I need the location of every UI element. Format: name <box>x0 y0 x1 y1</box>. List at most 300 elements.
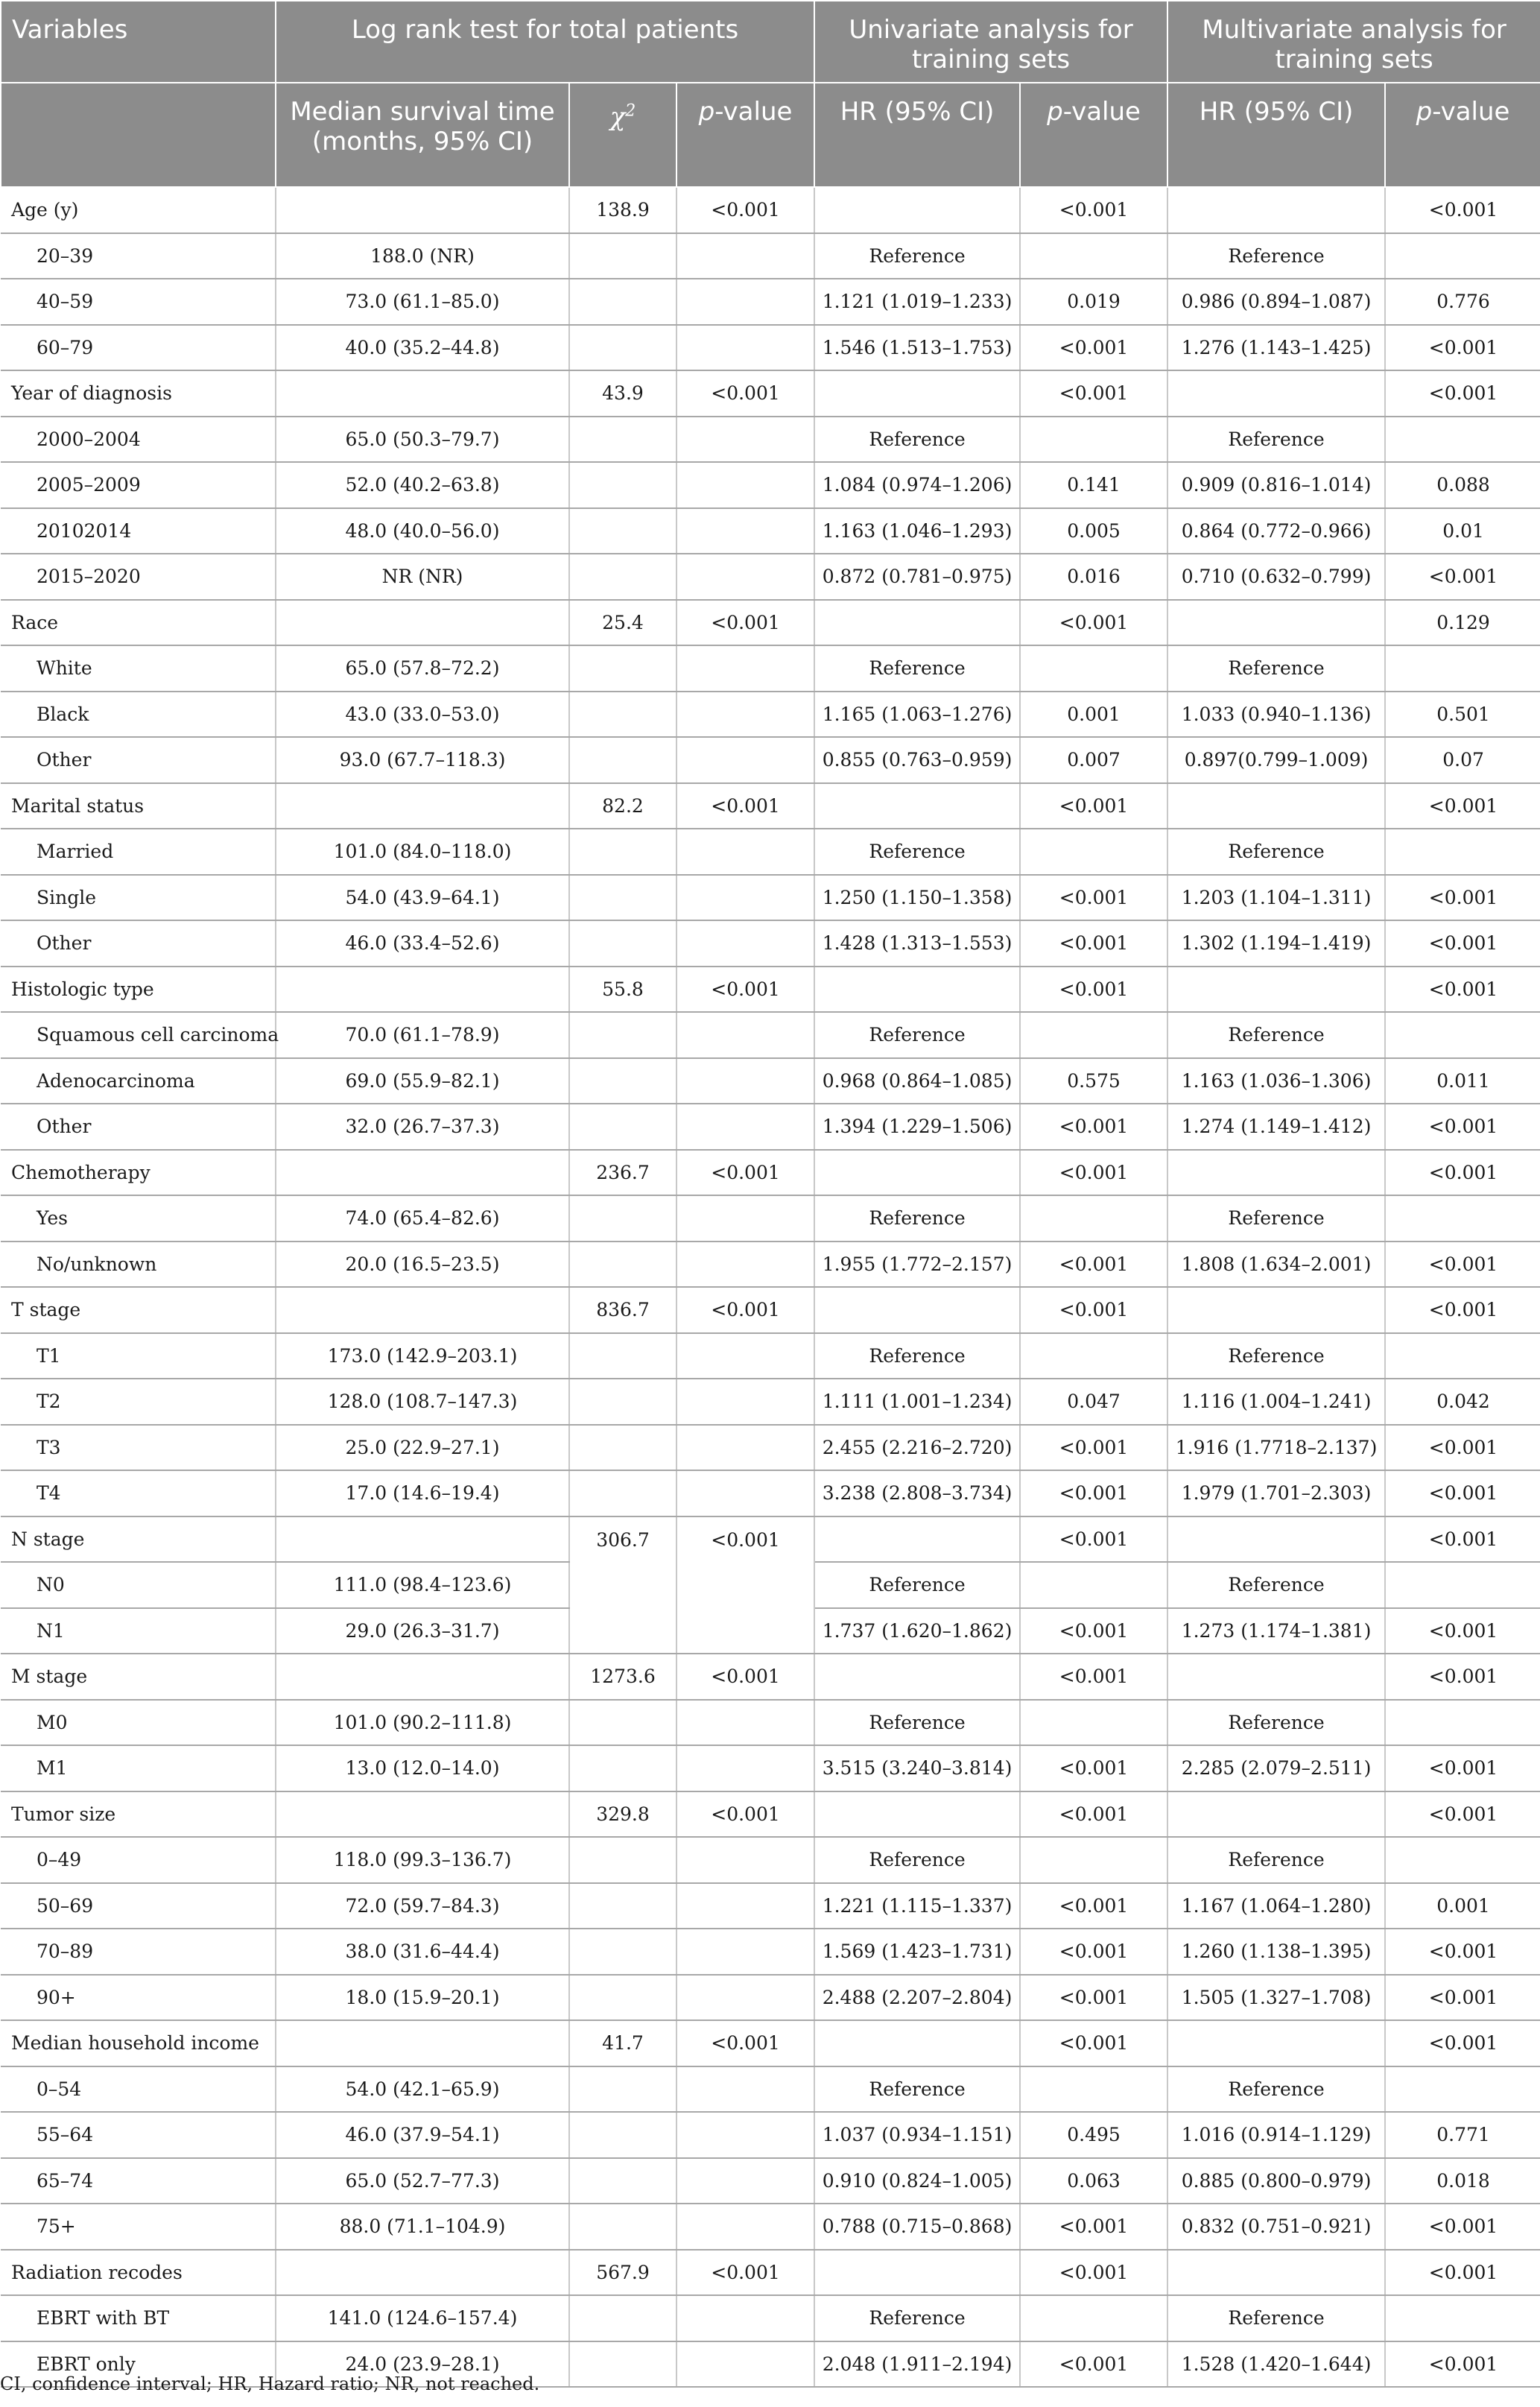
chi-square-cell <box>569 1425 676 1471</box>
median-survival-cell: 188.0 (NR) <box>276 233 569 279</box>
table-header <box>1 1 1540 187</box>
multivariate-hr-cell: 0.864 (0.772–0.966) <box>1167 508 1385 554</box>
multivariate-hr-cell: 0.897(0.799–1.009) <box>1167 737 1385 783</box>
univariate-p-cell: <0.001 <box>1020 1425 1167 1471</box>
log-rank-p-cell <box>676 2158 814 2204</box>
header-uni-p-value <box>1020 83 1167 187</box>
univariate-hr-cell <box>814 1150 1020 1196</box>
table-group-row <box>1 1654 1540 1700</box>
multivariate-hr-cell: 1.167 (1.064–1.280) <box>1167 1883 1385 1929</box>
univariate-hr-cell: 0.855 (0.763–0.959) <box>814 737 1020 783</box>
univariate-hr-cell: 1.121 (1.019–1.233) <box>814 279 1020 325</box>
chi-square-cell <box>569 1058 676 1104</box>
chi-square-cell: 836.7 <box>569 1287 676 1333</box>
univariate-p-cell: <0.001 <box>1020 2204 1167 2250</box>
table-row <box>1 1012 1540 1058</box>
univariate-hr-cell: Reference <box>814 1012 1020 1058</box>
log-rank-p-cell: <0.001 <box>676 600 814 646</box>
multivariate-p-cell: <0.001 <box>1385 1516 1540 1563</box>
multivariate-hr-cell <box>1167 783 1385 829</box>
multivariate-p-cell: 0.501 <box>1385 692 1540 738</box>
chi-square-cell <box>569 279 676 325</box>
p-suffix: -value <box>1062 97 1141 127</box>
log-rank-p-cell <box>676 2295 814 2341</box>
median-survival-cell: 70.0 (61.1–78.9) <box>276 1012 569 1058</box>
log-rank-p-cell <box>676 645 814 692</box>
chi-square-cell: 138.9 <box>569 187 676 233</box>
variable-cell: 55–64 <box>1 2112 276 2158</box>
multivariate-hr-cell <box>1167 1516 1385 1563</box>
univariate-p-cell: <0.001 <box>1020 1242 1167 1288</box>
variable-cell: 20102014 <box>1 508 276 554</box>
chi-square-cell <box>569 1929 676 1975</box>
multivariate-hr-cell: 1.163 (1.036–1.306) <box>1167 1058 1385 1104</box>
table-row <box>1 2158 1540 2204</box>
variable-cell: White <box>1 645 276 692</box>
variable-cell: Other <box>1 737 276 783</box>
header-uni-hr: HR (95% CI) <box>814 83 1020 187</box>
multivariate-hr-cell: Reference <box>1167 417 1385 463</box>
chi-square-cell: 329.8 <box>569 1791 676 1838</box>
univariate-p-cell <box>1020 2066 1167 2113</box>
table-row <box>1 417 1540 463</box>
multivariate-hr-cell: 1.274 (1.149–1.412) <box>1167 1104 1385 1150</box>
chi-square-cell <box>569 462 676 508</box>
log-rank-p-cell <box>676 692 814 738</box>
table-row <box>1 737 1540 783</box>
header-multivariate: Multivariate analysis for training sets <box>1167 1 1540 83</box>
median-survival-cell <box>276 1287 569 1333</box>
multivariate-p-cell: 0.011 <box>1385 1058 1540 1104</box>
univariate-p-cell: 0.005 <box>1020 508 1167 554</box>
table-row <box>1 508 1540 554</box>
univariate-p-cell <box>1020 645 1167 692</box>
multivariate-hr-cell: 1.979 (1.701–2.303) <box>1167 1470 1385 1516</box>
chi-square-cell <box>569 2066 676 2113</box>
univariate-hr-cell: 3.238 (2.808–3.734) <box>814 1470 1020 1516</box>
table-row <box>1 2066 1540 2113</box>
multivariate-p-cell: 0.001 <box>1385 1883 1540 1929</box>
univariate-p-cell: <0.001 <box>1020 1929 1167 1975</box>
median-survival-cell: 118.0 (99.3–136.7) <box>276 1837 569 1883</box>
univariate-p-cell <box>1020 1700 1167 1746</box>
multivariate-p-cell: <0.001 <box>1385 1745 1540 1791</box>
univariate-p-cell: <0.001 <box>1020 1791 1167 1838</box>
chi-square-cell <box>569 2341 676 2388</box>
log-rank-p-cell: <0.001 <box>676 2250 814 2296</box>
table-row <box>1 233 1540 279</box>
univariate-hr-cell <box>814 1516 1020 1563</box>
table-group-row <box>1 187 1540 233</box>
median-survival-cell <box>276 1150 569 1196</box>
univariate-p-cell <box>1020 417 1167 463</box>
log-rank-p-cell: <0.001 <box>676 967 814 1013</box>
univariate-p-cell: <0.001 <box>1020 2341 1167 2388</box>
log-rank-p-cell <box>676 279 814 325</box>
table-row <box>1 692 1540 738</box>
p-letter: p <box>1416 97 1433 127</box>
univariate-p-cell <box>1020 1195 1167 1242</box>
median-survival-cell: 24.0 (23.9–28.1) <box>276 2341 569 2388</box>
median-survival-cell: 101.0 (84.0–118.0) <box>276 829 569 875</box>
table-row <box>1 1837 1540 1883</box>
univariate-p-cell: 0.007 <box>1020 737 1167 783</box>
univariate-hr-cell: Reference <box>814 2066 1020 2113</box>
variable-cell: Black <box>1 692 276 738</box>
multivariate-hr-cell <box>1167 967 1385 1013</box>
multivariate-p-cell <box>1385 2295 1540 2341</box>
univariate-hr-cell <box>814 187 1020 233</box>
multivariate-hr-cell: 1.505 (1.327–1.708) <box>1167 1975 1385 2021</box>
log-rank-p-cell <box>676 1975 814 2021</box>
variable-cell: 0–54 <box>1 2066 276 2113</box>
univariate-hr-cell: 0.872 (0.781–0.975) <box>814 554 1020 600</box>
log-rank-p-cell: <0.001 <box>676 1516 814 1654</box>
variable-cell: 0–49 <box>1 1837 276 1883</box>
variable-cell: 65–74 <box>1 2158 276 2204</box>
variable-cell: T1 <box>1 1333 276 1379</box>
median-survival-cell: 173.0 (142.9–203.1) <box>276 1333 569 1379</box>
multivariate-hr-cell <box>1167 600 1385 646</box>
univariate-hr-cell: 1.111 (1.001–1.234) <box>814 1379 1020 1425</box>
table-row <box>1 645 1540 692</box>
chi-square-cell <box>569 692 676 738</box>
variable-cell: Yes <box>1 1195 276 1242</box>
variable-cell: Married <box>1 829 276 875</box>
univariate-p-cell: <0.001 <box>1020 325 1167 371</box>
median-survival-cell: 17.0 (14.6–19.4) <box>276 1470 569 1516</box>
univariate-p-cell: 0.001 <box>1020 692 1167 738</box>
log-rank-p-cell <box>676 1333 814 1379</box>
univariate-hr-cell: Reference <box>814 1700 1020 1746</box>
table-row <box>1 1195 1540 1242</box>
header-chi-square <box>569 83 676 187</box>
table-group-row <box>1 1791 1540 1838</box>
log-rank-p-cell <box>676 1379 814 1425</box>
log-rank-p-cell <box>676 2341 814 2388</box>
median-survival-cell: 46.0 (37.9–54.1) <box>276 2112 569 2158</box>
multivariate-p-cell: <0.001 <box>1385 783 1540 829</box>
univariate-p-cell: <0.001 <box>1020 1516 1167 1563</box>
median-survival-cell: 74.0 (65.4–82.6) <box>276 1195 569 1242</box>
multivariate-hr-cell: 1.916 (1.7718–2.137) <box>1167 1425 1385 1471</box>
multivariate-p-cell: <0.001 <box>1385 370 1540 417</box>
p-suffix: -value <box>714 97 793 127</box>
log-rank-p-cell <box>676 233 814 279</box>
chi-square-cell <box>569 233 676 279</box>
log-rank-p-cell <box>676 2204 814 2250</box>
median-survival-cell: 43.0 (33.0–53.0) <box>276 692 569 738</box>
log-rank-p-cell: <0.001 <box>676 1150 814 1196</box>
univariate-p-cell: 0.016 <box>1020 554 1167 600</box>
chi-square-cell <box>569 554 676 600</box>
median-survival-cell: 65.0 (52.7–77.3) <box>276 2158 569 2204</box>
multivariate-hr-cell <box>1167 1287 1385 1333</box>
median-survival-cell: 73.0 (61.1–85.0) <box>276 279 569 325</box>
multivariate-p-cell <box>1385 1837 1540 1883</box>
table-row <box>1 1379 1540 1425</box>
log-rank-p-cell <box>676 737 814 783</box>
univariate-p-cell: <0.001 <box>1020 2020 1167 2066</box>
multivariate-hr-cell: 1.260 (1.138–1.395) <box>1167 1929 1385 1975</box>
multivariate-p-cell <box>1385 1700 1540 1746</box>
univariate-hr-cell <box>814 783 1020 829</box>
chi-square-cell <box>569 417 676 463</box>
multivariate-hr-cell: Reference <box>1167 829 1385 875</box>
header-log-rank: Log rank test for total patients <box>276 1 814 83</box>
multivariate-hr-cell: Reference <box>1167 1562 1385 1608</box>
univariate-p-cell <box>1020 1012 1167 1058</box>
multivariate-hr-cell: Reference <box>1167 2066 1385 2113</box>
multivariate-p-cell <box>1385 1012 1540 1058</box>
variable-cell: Single <box>1 875 276 921</box>
multivariate-hr-cell <box>1167 2250 1385 2296</box>
univariate-p-cell <box>1020 2295 1167 2341</box>
univariate-p-cell <box>1020 233 1167 279</box>
variable-cell: 75+ <box>1 2204 276 2250</box>
median-survival-cell <box>276 783 569 829</box>
log-rank-p-cell <box>676 1425 814 1471</box>
median-survival-cell: 128.0 (108.7–147.3) <box>276 1379 569 1425</box>
variable-cell: EBRT only <box>1 2341 276 2388</box>
multivariate-hr-cell: Reference <box>1167 1012 1385 1058</box>
median-survival-cell: 88.0 (71.1–104.9) <box>276 2204 569 2250</box>
median-survival-cell: 38.0 (31.6–44.4) <box>276 1929 569 1975</box>
variable-cell: Other <box>1 920 276 967</box>
variable-cell: Radiation recodes <box>1 2250 276 2296</box>
chi-square-cell <box>569 325 676 371</box>
multivariate-hr-cell <box>1167 1654 1385 1700</box>
variable-cell: Squamous cell carcinoma <box>1 1012 276 1058</box>
variable-cell: Year of diagnosis <box>1 370 276 417</box>
log-rank-p-cell <box>676 508 814 554</box>
chi-symbol: χ <box>609 102 626 133</box>
univariate-hr-cell: 1.428 (1.313–1.553) <box>814 920 1020 967</box>
log-rank-p-cell <box>676 1883 814 1929</box>
chi-square-cell <box>569 875 676 921</box>
univariate-hr-cell: 2.048 (1.911–2.194) <box>814 2341 1020 2388</box>
multivariate-hr-cell: 1.302 (1.194–1.419) <box>1167 920 1385 967</box>
variable-cell: No/unknown <box>1 1242 276 1288</box>
univariate-p-cell: <0.001 <box>1020 875 1167 921</box>
multivariate-p-cell <box>1385 645 1540 692</box>
chi-square-cell <box>569 2295 676 2341</box>
chi-square-cell: 236.7 <box>569 1150 676 1196</box>
table-row <box>1 1333 1540 1379</box>
multivariate-hr-cell: Reference <box>1167 1195 1385 1242</box>
log-rank-p-cell <box>676 829 814 875</box>
chi-square-cell <box>569 645 676 692</box>
multivariate-p-cell <box>1385 417 1540 463</box>
univariate-p-cell: <0.001 <box>1020 1287 1167 1333</box>
univariate-p-cell: 0.495 <box>1020 2112 1167 2158</box>
univariate-hr-cell: 2.488 (2.207–2.804) <box>814 1975 1020 2021</box>
median-survival-cell: 40.0 (35.2–44.8) <box>276 325 569 371</box>
log-rank-p-cell <box>676 2066 814 2113</box>
log-rank-p-cell <box>676 1058 814 1104</box>
univariate-p-cell: <0.001 <box>1020 1654 1167 1700</box>
multivariate-hr-cell: 1.033 (0.940–1.136) <box>1167 692 1385 738</box>
univariate-p-cell: <0.001 <box>1020 1883 1167 1929</box>
variable-cell: 2015–2020 <box>1 554 276 600</box>
univariate-hr-cell: 1.037 (0.934–1.151) <box>814 2112 1020 2158</box>
table-row <box>1 325 1540 371</box>
chi-square-cell <box>569 1333 676 1379</box>
univariate-p-cell: <0.001 <box>1020 1745 1167 1791</box>
log-rank-p-cell <box>676 920 814 967</box>
multivariate-p-cell: <0.001 <box>1385 187 1540 233</box>
chi-square-cell <box>569 1975 676 2021</box>
univariate-p-cell <box>1020 1562 1167 1608</box>
table-group-row <box>1 1516 1540 1563</box>
median-survival-cell: 93.0 (67.7–118.3) <box>276 737 569 783</box>
median-survival-cell: 52.0 (40.2–63.8) <box>276 462 569 508</box>
median-survival-cell: 13.0 (12.0–14.0) <box>276 1745 569 1791</box>
univariate-p-cell <box>1020 829 1167 875</box>
multivariate-hr-cell <box>1167 1791 1385 1838</box>
table-group-row <box>1 783 1540 829</box>
header-variables: Variables <box>1 1 276 83</box>
variable-cell: Tumor size <box>1 1791 276 1838</box>
median-survival-cell: 69.0 (55.9–82.1) <box>276 1058 569 1104</box>
univariate-p-cell: 0.575 <box>1020 1058 1167 1104</box>
univariate-p-cell: <0.001 <box>1020 370 1167 417</box>
variable-cell: T3 <box>1 1425 276 1471</box>
variable-cell: M1 <box>1 1745 276 1791</box>
header-univariate: Univariate analysis for training sets <box>814 1 1167 83</box>
univariate-p-cell <box>1020 1837 1167 1883</box>
chi-square-cell: 306.7 <box>569 1516 676 1654</box>
univariate-hr-cell: 2.455 (2.216–2.720) <box>814 1425 1020 1471</box>
log-rank-p-cell <box>676 1242 814 1288</box>
variable-cell: Median household income <box>1 2020 276 2066</box>
univariate-hr-cell: 1.737 (1.620–1.862) <box>814 1608 1020 1654</box>
median-survival-cell: 72.0 (59.7–84.3) <box>276 1883 569 1929</box>
table-row <box>1 1975 1540 2021</box>
median-survival-cell: 141.0 (124.6–157.4) <box>276 2295 569 2341</box>
median-survival-cell <box>276 967 569 1013</box>
univariate-p-cell: <0.001 <box>1020 967 1167 1013</box>
variable-cell: M0 <box>1 1700 276 1746</box>
variable-cell: Chemotherapy <box>1 1150 276 1196</box>
univariate-p-cell: <0.001 <box>1020 783 1167 829</box>
multivariate-p-cell: <0.001 <box>1385 1929 1540 1975</box>
median-survival-cell <box>276 2250 569 2296</box>
median-survival-cell <box>276 187 569 233</box>
header-lr-p-value <box>676 83 814 187</box>
univariate-hr-cell: 0.968 (0.864–1.085) <box>814 1058 1020 1104</box>
multivariate-hr-cell: 1.116 (1.004–1.241) <box>1167 1379 1385 1425</box>
table-row <box>1 1929 1540 1975</box>
multivariate-hr-cell: 1.276 (1.143–1.425) <box>1167 325 1385 371</box>
univariate-hr-cell: 1.165 (1.063–1.276) <box>814 692 1020 738</box>
multivariate-p-cell: 0.129 <box>1385 600 1540 646</box>
log-rank-p-cell: <0.001 <box>676 1654 814 1700</box>
table-group-row <box>1 967 1540 1013</box>
univariate-p-cell: <0.001 <box>1020 920 1167 967</box>
univariate-hr-cell <box>814 2020 1020 2066</box>
median-survival-cell: 29.0 (26.3–31.7) <box>276 1608 569 1654</box>
table-row <box>1 829 1540 875</box>
multivariate-hr-cell: Reference <box>1167 1700 1385 1746</box>
table-row <box>1 1470 1540 1516</box>
multivariate-p-cell: 0.01 <box>1385 508 1540 554</box>
multivariate-p-cell: <0.001 <box>1385 1287 1540 1333</box>
univariate-p-cell: <0.001 <box>1020 2250 1167 2296</box>
multivariate-p-cell: <0.001 <box>1385 920 1540 967</box>
univariate-hr-cell: Reference <box>814 1195 1020 1242</box>
variable-cell: 20–39 <box>1 233 276 279</box>
variable-cell: N stage <box>1 1516 276 1563</box>
chi-square-cell <box>569 1379 676 1425</box>
chi-square-cell <box>569 1883 676 1929</box>
log-rank-p-cell: <0.001 <box>676 187 814 233</box>
chi-square-cell <box>569 1470 676 1516</box>
multivariate-p-cell <box>1385 1333 1540 1379</box>
median-survival-cell: 20.0 (16.5–23.5) <box>276 1242 569 1288</box>
univariate-hr-cell: Reference <box>814 1837 1020 1883</box>
table-row <box>1 279 1540 325</box>
median-survival-cell <box>276 370 569 417</box>
multivariate-hr-cell <box>1167 187 1385 233</box>
multivariate-hr-cell: 0.710 (0.632–0.799) <box>1167 554 1385 600</box>
variable-cell: T4 <box>1 1470 276 1516</box>
multivariate-hr-cell: Reference <box>1167 1333 1385 1379</box>
variable-cell: Marital status <box>1 783 276 829</box>
log-rank-p-cell <box>676 417 814 463</box>
chi-square-cell <box>569 508 676 554</box>
univariate-hr-cell <box>814 600 1020 646</box>
median-survival-cell: NR (NR) <box>276 554 569 600</box>
median-survival-cell: 101.0 (90.2–111.8) <box>276 1700 569 1746</box>
variable-cell: 90+ <box>1 1975 276 2021</box>
log-rank-p-cell <box>676 462 814 508</box>
chi-square-cell: 41.7 <box>569 2020 676 2066</box>
chi-square-cell <box>569 1700 676 1746</box>
univariate-hr-cell <box>814 1287 1020 1333</box>
multivariate-hr-cell: 0.909 (0.816–1.014) <box>1167 462 1385 508</box>
chi-square-cell: 567.9 <box>569 2250 676 2296</box>
multivariate-p-cell: <0.001 <box>1385 875 1540 921</box>
p-letter: p <box>698 97 715 127</box>
multivariate-p-cell: <0.001 <box>1385 1654 1540 1700</box>
multivariate-p-cell: 0.07 <box>1385 737 1540 783</box>
chi-square-cell: 1273.6 <box>569 1654 676 1700</box>
table-group-row <box>1 2250 1540 2296</box>
multivariate-p-cell: <0.001 <box>1385 1425 1540 1471</box>
multivariate-p-cell: 0.042 <box>1385 1379 1540 1425</box>
log-rank-p-cell: <0.001 <box>676 370 814 417</box>
log-rank-p-cell: <0.001 <box>676 1287 814 1333</box>
log-rank-p-cell <box>676 1104 814 1150</box>
univariate-p-cell <box>1020 1333 1167 1379</box>
table-group-row <box>1 1150 1540 1196</box>
chi-square-cell <box>569 2204 676 2250</box>
multivariate-hr-cell: 1.203 (1.104–1.311) <box>1167 875 1385 921</box>
median-survival-cell: 65.0 (50.3–79.7) <box>276 417 569 463</box>
univariate-p-cell: <0.001 <box>1020 1104 1167 1150</box>
table-row <box>1 2204 1540 2250</box>
chi-square-cell <box>569 2158 676 2204</box>
chi-square-cell <box>569 1837 676 1883</box>
table-footnote: CI, confidence interval; HR, Hazard ratio; NR, not reached. <box>0 2373 540 2394</box>
variable-cell: N0 <box>1 1562 276 1608</box>
multivariate-p-cell: <0.001 <box>1385 1975 1540 2021</box>
chi-square-cell <box>569 1195 676 1242</box>
chi-square-cell: 55.8 <box>569 967 676 1013</box>
univariate-p-cell: 0.019 <box>1020 279 1167 325</box>
variable-cell: T stage <box>1 1287 276 1333</box>
